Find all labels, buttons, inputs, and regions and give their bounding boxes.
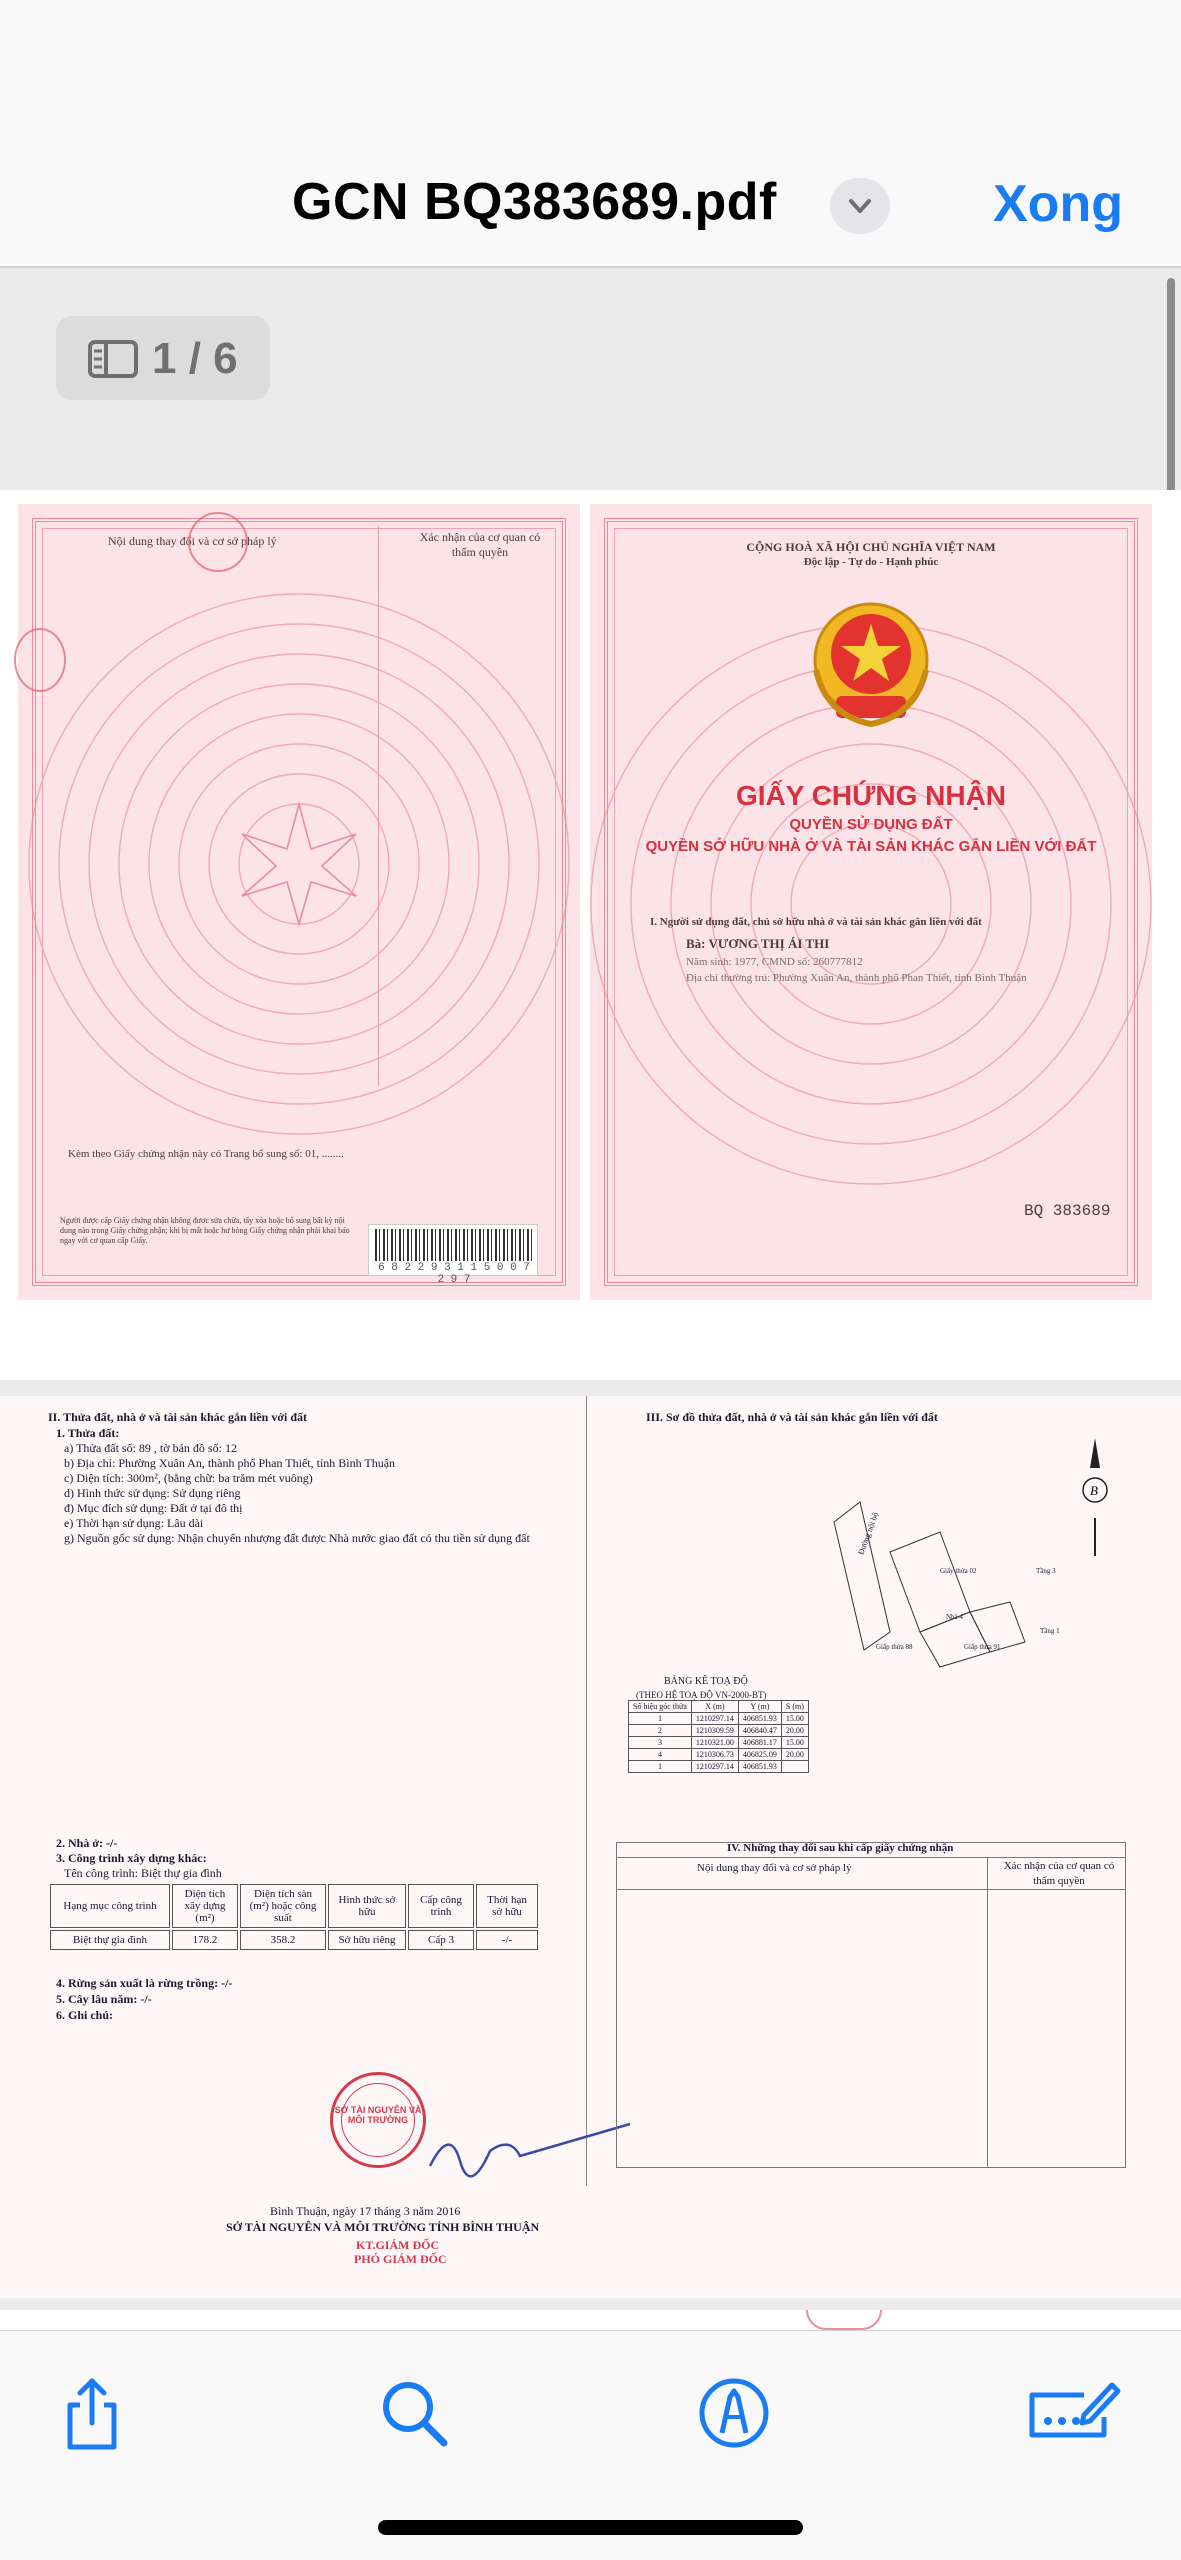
house-label: 2. Nhà ở: -/- [56, 1836, 118, 1850]
coordinate-cell: 1210297.14 [691, 1761, 738, 1773]
confirmation-header: Xác nhận của cơ quan có thẩm quyền [419, 530, 541, 559]
pdf-viewer[interactable] [0, 268, 1181, 2330]
signature-icon [420, 2116, 640, 2186]
coordinate-cell: 15.00 [781, 1737, 808, 1749]
coordinate-header: X (m) [691, 1701, 738, 1713]
map-label: Giấp thửa 88 [876, 1643, 913, 1651]
table-cell: Biệt thự gia đình [50, 1930, 170, 1950]
edit-text-icon [1022, 2373, 1122, 2453]
changes-box-header-line [617, 1889, 1125, 1890]
parcel-sketch-map [820, 1492, 1070, 1672]
land-title: 1. Thửa đất: [56, 1426, 120, 1440]
page-counter-label: 1 / 6 [152, 334, 238, 383]
edit-text-button[interactable] [1022, 2373, 1122, 2453]
coordinate-system: (THEO HỆ TOẠ ĐỘ VN-2000-BT) [636, 1690, 767, 1700]
changes-box-divider [617, 1857, 1125, 1858]
land-line: g) Nguồn gốc sử dụng: Nhận chuyển nhượng đất được Nhà nước giao đất có thu tiền sử dụng đất [64, 1531, 530, 1545]
construction-name: Tên công trình: Biệt thự gia đình [64, 1866, 222, 1880]
navigation-bar [0, 0, 1181, 268]
search-button[interactable] [374, 2373, 454, 2453]
table-cell: 358.2 [240, 1930, 326, 1950]
table-header: Hạng mục công trình [50, 1884, 170, 1928]
coordinate-row [629, 1761, 809, 1773]
warning-note: Người được cấp Giấy chứng nhận không được sửa chữa, tẩy xóa hoặc bổ sung bất kỳ nội dung nào trong Giấy chứng nhận; khi bị mất hoặc hư hỏng Giấy chứng nhận phải khai báo ngay với cơ quan cấp Giấy. [60, 1216, 350, 1245]
coordinate-header: Số hiệu góc thửa [629, 1701, 692, 1713]
document-title[interactable]: GCN BQ383689.pdf [292, 173, 777, 231]
country-name: CỘNG HOÀ XÃ HỘI CHỦ NGHĨA VIỆT NAM [746, 540, 996, 554]
map-label: Giấp thửa 91 [964, 1643, 1001, 1651]
coordinate-cell: 20.00 [781, 1725, 808, 1737]
coordinate-table-title: BẢNG KÊ TOẠ ĐỘ [664, 1676, 748, 1687]
coordinate-row [629, 1725, 809, 1737]
notes-label: 6. Ghi chú: [56, 2008, 114, 2022]
certificate-inner-frame [42, 528, 556, 1276]
coordinate-row [629, 1749, 809, 1761]
serial-number: BQ 383689 [1024, 1202, 1111, 1220]
owner-name: Bà: VƯƠNG THỊ ÁI THI [686, 936, 830, 951]
owner-birth: Năm sinh: 1977, CMND số: 260777812 [686, 956, 863, 968]
coordinate-cell: 1 [629, 1761, 692, 1773]
map-label: Đường nội bộ [856, 1511, 881, 1556]
owner-address: Địa chỉ thường trú: Phường Xuân An, thành phố Phan Thiết, tỉnh Bình Thuận [686, 972, 1027, 984]
done-button[interactable]: Xong [993, 175, 1123, 233]
share-button[interactable] [52, 2373, 132, 2453]
share-icon [52, 2373, 132, 2453]
land-line: đ) Mục đích sử dụng: Đất ở tại đô thị [64, 1501, 243, 1515]
land-line: a) Thửa đất số: 89 , tờ bản đồ số: 12 [64, 1441, 237, 1455]
coordinate-header: Y (m) [738, 1701, 781, 1713]
coordinate-cell: 406881.17 [738, 1737, 781, 1749]
land-line: d) Hình thức sử dụng: Sử dụng riêng [64, 1486, 241, 1500]
coordinate-cell: 406851.93 [738, 1761, 781, 1773]
table-header: Diện tích xây dựng (m²) [172, 1884, 238, 1928]
changes-col-2: Xác nhận của cơ quan có thẩm quyền [1003, 1860, 1115, 1887]
table-header: Diện tích sàn (m²) hoặc công suất [240, 1884, 326, 1928]
perennial-label: 5. Cây lâu năm: -/- [56, 1992, 152, 2006]
national-emblem-icon [796, 600, 946, 734]
changes-box [616, 1842, 1126, 2168]
table-row [50, 1930, 538, 1950]
map-label: Nhà 4 [946, 1613, 963, 1621]
map-label: Tầng 1 [1040, 1627, 1060, 1635]
section-3-title: III. Sơ đồ thửa đất, nhà ở và tài sản khác gắn liền với đất [646, 1410, 938, 1424]
coordinate-cell: 1 [629, 1713, 692, 1725]
stamp-text: SỞ TÀI NGUYÊN VÀ MÔI TRƯỜNG [334, 2105, 422, 2125]
pdf-page-2 [0, 1396, 1181, 2298]
pdf-page-1 [0, 490, 1181, 1380]
changes-col-1: Nội dung thay đổi và cơ sở pháp lý [697, 1862, 852, 1874]
map-label: Tầng 3 [1036, 1567, 1056, 1575]
pdf-page-3-peek [0, 2310, 1181, 2330]
sidebar-thumbnails-icon [88, 340, 140, 378]
home-indicator[interactable] [378, 2520, 803, 2535]
coordinate-cell: 4 [629, 1749, 692, 1761]
certificate-title: GIẤY CHỨNG NHẬN [735, 780, 1007, 811]
coordinate-cell: 406840.47 [738, 1725, 781, 1737]
official-red-stamp [330, 2072, 426, 2168]
page-fold-line [586, 1396, 587, 2186]
national-motto: Độc lập - Tự do - Hạnh phúc [803, 556, 939, 568]
signer-role-2: PHÓ GIÁM ĐỐC [354, 2252, 447, 2266]
coordinate-header: S (m) [781, 1701, 808, 1713]
barcode-bars [375, 1229, 533, 1261]
table-header: Hình thức sở hữu [328, 1884, 406, 1928]
barcode [368, 1224, 538, 1286]
coordinate-cell: 15.00 [781, 1713, 808, 1725]
coordinate-row [629, 1737, 809, 1749]
certificate-subtitle-1: QUYỀN SỬ DỤNG ĐẤT [789, 816, 953, 833]
forest-label: 4. Rừng sản xuất là rừng trồng: -/- [56, 1976, 233, 1990]
section-1-title: I. Người sử dụng đất, chủ sở hữu nhà ở và tài sản khác gắn liền với đất [650, 916, 982, 928]
map-label: Giấy thửa 02 [940, 1567, 977, 1575]
coordinate-cell: 1210306.73 [691, 1749, 738, 1761]
coordinate-cell [781, 1761, 808, 1773]
coordinate-cell: 20.00 [781, 1749, 808, 1761]
table-header: Thời hạn sở hữu [476, 1884, 538, 1928]
construction-table [48, 1882, 540, 1952]
table-cell: Cấp 3 [408, 1930, 474, 1950]
land-line: c) Diện tích: 300m², (bằng chữ: ba trăm mét vuông) [64, 1471, 313, 1485]
edge-seal-stamp [14, 628, 66, 692]
seal-stamp [188, 512, 248, 572]
signer-role-1: KT.GIÁM ĐỐC [356, 2238, 440, 2252]
page-counter[interactable] [56, 316, 270, 400]
coordinate-table [628, 1700, 809, 1773]
coordinate-row [629, 1713, 809, 1725]
land-line: e) Thời hạn sử dụng: Lâu dài [64, 1516, 204, 1530]
svg-text:B: B [1090, 1483, 1098, 1498]
coordinate-cell: 3 [629, 1737, 692, 1749]
issue-date: Bình Thuận, ngày 17 tháng 3 năm 2016 [270, 2204, 461, 2218]
supplement-note: Kèm theo Giấy chứng nhận này có Trang bổ sung số: 01, ........ [68, 1148, 344, 1160]
changes-box-column [987, 1857, 988, 2167]
table-header: Cấp công trình [408, 1884, 474, 1928]
section-4-title: IV. Những thay đổi sau khi cấp giấy chứng nhận [727, 1842, 954, 1854]
chevron-down-icon [845, 192, 875, 220]
coordinate-cell: 1210321.00 [691, 1737, 738, 1749]
certificate-front-cover [590, 504, 1152, 1300]
table-cell: Sở hữu riêng [328, 1930, 406, 1950]
coordinate-cell: 1210297.14 [691, 1713, 738, 1725]
section-2-title: II. Thửa đất, nhà ở và tài sản khác gắn liền với đất [48, 1410, 308, 1424]
coordinate-cell: 1210309.59 [691, 1725, 738, 1737]
markup-button[interactable] [694, 2373, 774, 2453]
certificate-back-cover [18, 504, 580, 1300]
north-arrow-icon [1080, 1438, 1110, 1558]
coordinate-cell: 2 [629, 1725, 692, 1737]
coordinate-cell: 406851.93 [738, 1713, 781, 1725]
changes-header: Nội dung thay đổi và cơ sở pháp lý [108, 534, 277, 548]
page-3-stamp [806, 2310, 882, 2330]
column-divider [378, 526, 379, 1086]
certificate-subtitle-2: QUYỀN SỞ HỮU NHÀ Ở VÀ TÀI SẢN KHÁC GẮN LIỀN VỚI ĐẤT [645, 838, 1097, 855]
table-cell: 178.2 [172, 1930, 238, 1950]
markup-icon [694, 2373, 774, 2453]
title-menu-button[interactable] [830, 178, 890, 234]
issuing-agency: SỞ TÀI NGUYÊN VÀ MÔI TRƯỜNG TỈNH BÌNH THUẬN [226, 2220, 540, 2234]
barcode-number: 6 8 2 2 9 3 1 1 5 0 0 7 2 9 7 [378, 1262, 530, 1286]
land-line: b) Địa chỉ: Phường Xuân An, thành phố Phan Thiết, tỉnh Bình Thuận [64, 1456, 396, 1470]
land-details [64, 1441, 564, 1546]
search-icon [374, 2373, 454, 2453]
table-cell: -/- [476, 1930, 538, 1950]
construction-label: 3. Công trình xây dựng khác: [56, 1851, 207, 1865]
coordinate-cell: 406825.09 [738, 1749, 781, 1761]
